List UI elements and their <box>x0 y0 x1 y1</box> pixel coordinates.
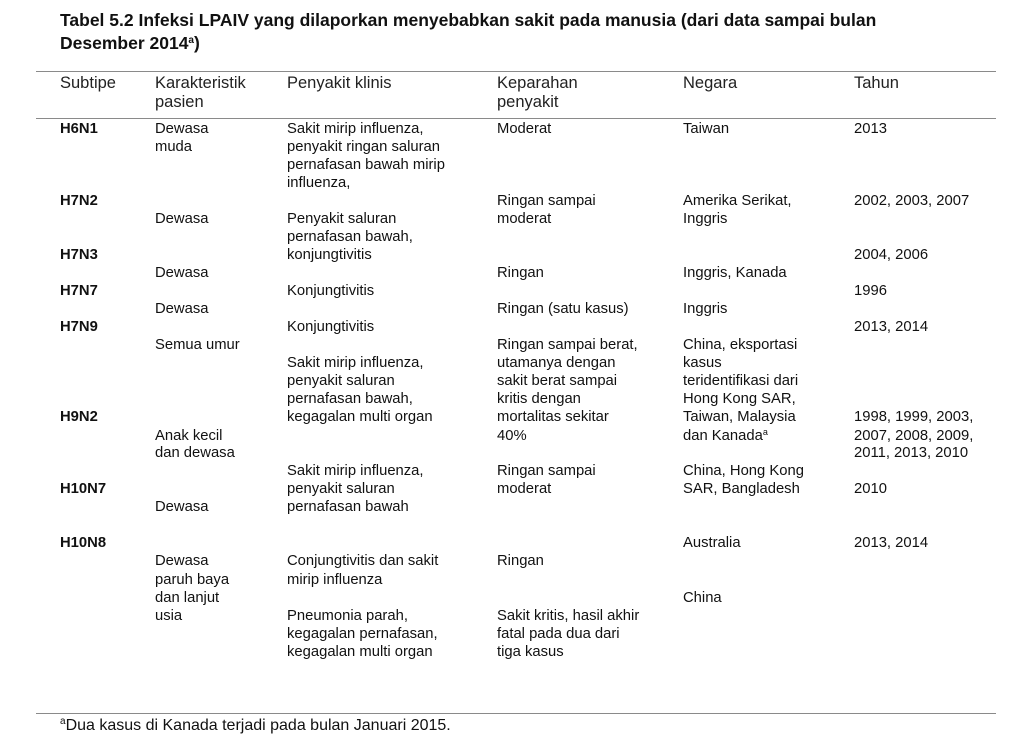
patient-cell: Dewasa <box>155 121 209 137</box>
year-cell: 2013 <box>854 121 887 137</box>
subtype-cell: H7N3 <box>60 247 98 263</box>
subtype-cell: H10N7 <box>60 481 107 497</box>
patient-cell: muda <box>155 139 193 155</box>
country-cell: Inggris <box>683 211 728 227</box>
country-cell: dan Kanada$^a$ <box>683 427 768 444</box>
patient-cell: Dewasa <box>155 301 209 317</box>
patient-cell: usia <box>155 608 183 624</box>
country-cell: teridentifikasi dari <box>683 373 799 389</box>
patient-cell: Dewasa <box>155 499 209 515</box>
clinical-cell: Konjungtivitis <box>287 283 375 299</box>
table-footnote: $^a$Dua kasus di Kanada terjadi pada bulan Januari 2015. <box>60 716 451 734</box>
country-cell: China, Hong Kong <box>683 463 804 479</box>
clinical-cell: pernafasan bawah <box>287 499 409 515</box>
severity-cell: Ringan (satu kasus) <box>497 301 629 317</box>
patient-cell: Dewasa <box>155 211 209 227</box>
severity-cell: Ringan sampai berat, <box>497 337 638 353</box>
country-cell: Inggris <box>683 301 728 317</box>
clinical-cell: mirip influenza <box>287 572 383 588</box>
clinical-cell: Conjungtivitis dan sakit <box>287 553 439 569</box>
header-clinical: Penyakit klinis <box>287 74 392 92</box>
country-cell: Taiwan, Malaysia <box>683 409 796 425</box>
country-cell: Hong Kong SAR, <box>683 391 796 407</box>
severity-cell: moderat <box>497 481 552 497</box>
header-subtype: Subtipe <box>60 74 116 92</box>
clinical-cell: Pneumonia parah, <box>287 608 408 624</box>
clinical-cell: Konjungtivitis <box>287 319 375 335</box>
severity-cell: Sakit kritis, hasil akhir <box>497 608 640 624</box>
severity-cell: Ringan <box>497 553 544 569</box>
subtype-cell: H6N1 <box>60 121 98 137</box>
subtype-cell: H7N2 <box>60 193 98 209</box>
year-cell: 2004, 2006 <box>854 247 929 263</box>
clinical-cell: penyakit ringan saluran <box>287 139 440 155</box>
severity-cell: fatal pada dua dari <box>497 626 620 642</box>
header-severity: Keparahan <box>497 74 578 92</box>
clinical-cell: pernafasan bawah, <box>287 391 413 407</box>
patient-cell: Dewasa <box>155 265 209 281</box>
clinical-cell: penyakit saluran <box>287 481 395 497</box>
year-cell: 2013, 2014 <box>854 319 929 335</box>
severity-cell: sakit berat sampai <box>497 373 618 389</box>
subtype-cell: H7N7 <box>60 283 98 299</box>
header-year: Tahun <box>854 74 899 92</box>
clinical-cell: kegagalan multi organ <box>287 644 433 660</box>
patient-cell: Dewasa <box>155 553 209 569</box>
table-bottom-rule <box>36 713 996 714</box>
clinical-cell: Sakit mirip influenza, <box>287 355 424 371</box>
table-header-rule <box>36 118 996 119</box>
clinical-cell: influenza, <box>287 175 351 191</box>
header-patient: Karakteristik <box>155 74 246 92</box>
country-cell: China, eksportasi <box>683 337 798 353</box>
patient-cell: dan dewasa <box>155 445 235 461</box>
clinical-cell: Sakit mirip influenza, <box>287 121 424 137</box>
clinical-cell: kegagalan pernafasan, <box>287 626 438 642</box>
clinical-cell: Penyakit saluran <box>287 211 397 227</box>
severity-cell: 40% <box>497 428 527 444</box>
subtype-cell: H10N8 <box>60 535 107 551</box>
country-cell: Taiwan <box>683 121 730 137</box>
patient-cell: Anak kecil <box>155 428 223 444</box>
country-cell: kasus <box>683 355 722 371</box>
year-cell: 2011, 2013, 2010 <box>854 445 969 461</box>
severity-cell: Moderat <box>497 121 552 137</box>
table-top-rule <box>36 71 996 72</box>
year-cell: 1998, 1999, 2003, <box>854 409 974 425</box>
country-cell: Amerika Serikat, <box>683 193 792 209</box>
patient-cell: Semua umur <box>155 337 240 353</box>
subtype-cell: H9N2 <box>60 409 98 425</box>
severity-cell: Ringan sampai <box>497 463 596 479</box>
year-cell: 2007, 2008, 2009, <box>854 428 974 444</box>
severity-cell: utamanya dengan <box>497 355 616 371</box>
clinical-cell: pernafasan bawah, <box>287 229 413 245</box>
table-title: Tabel 5.2 Infeksi LPAIV yang dilaporkan menyebabkan sakit pada manusia (dari data sampai bulan Desember 2014$^a$) <box>60 10 877 53</box>
patient-cell: paruh baya <box>155 572 230 588</box>
year-cell: 2010 <box>854 481 887 497</box>
clinical-cell: konjungtivitis <box>287 247 372 263</box>
severity-cell: Ringan sampai <box>497 193 596 209</box>
severity-cell: Ringan <box>497 265 544 281</box>
clinical-cell: kegagalan multi organ <box>287 409 433 425</box>
year-cell: 1996 <box>854 283 887 299</box>
year-cell: 2002, 2003, 2007 <box>854 193 970 209</box>
patient-cell: dan lanjut <box>155 590 220 606</box>
clinical-cell: Sakit mirip influenza, <box>287 463 424 479</box>
country-cell: Inggris, Kanada <box>683 265 787 281</box>
clinical-cell: pernafasan bawah mirip <box>287 157 445 173</box>
country-cell: China <box>683 590 722 606</box>
header-country: Negara <box>683 74 738 92</box>
severity-cell: moderat <box>497 211 552 227</box>
severity-cell: mortalitas sekitar <box>497 409 609 425</box>
header-severity-cont: penyakit <box>497 93 559 111</box>
country-cell: Australia <box>683 535 741 551</box>
subtype-cell: H7N9 <box>60 319 98 335</box>
severity-cell: kritis dengan <box>497 391 581 407</box>
year-cell: 2013, 2014 <box>854 535 929 551</box>
header-patient-cont: pasien <box>155 93 204 111</box>
severity-cell: tiga kasus <box>497 644 564 660</box>
country-cell: SAR, Bangladesh <box>683 481 800 497</box>
clinical-cell: penyakit saluran <box>287 373 395 389</box>
